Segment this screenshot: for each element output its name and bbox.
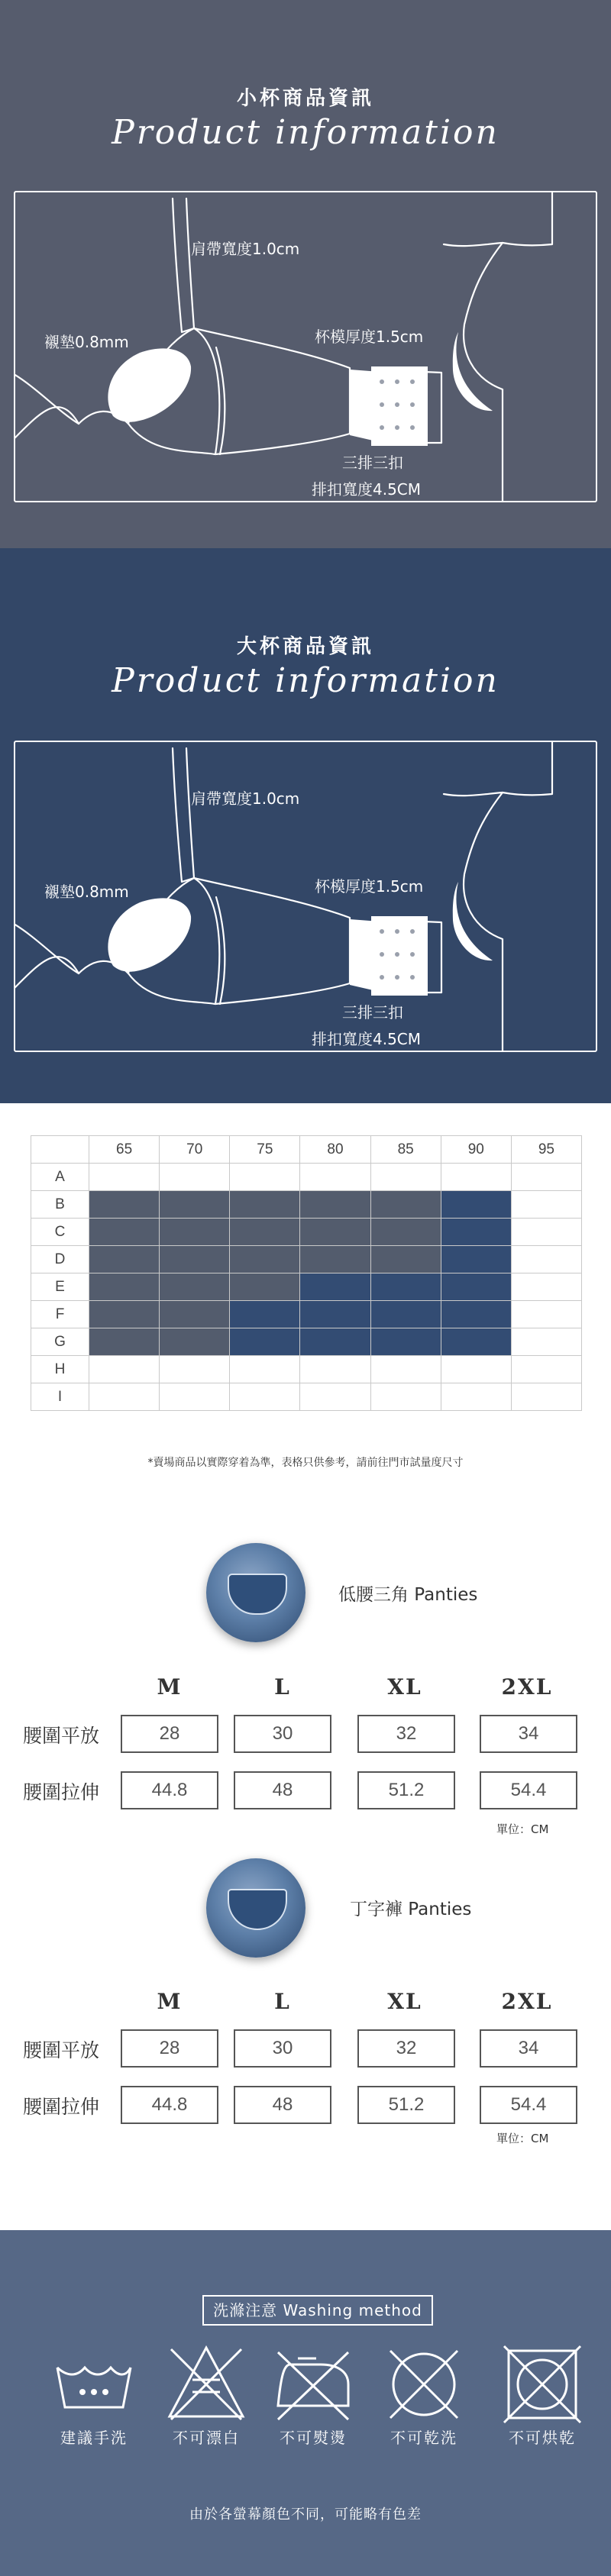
hook-width-label: 排扣寬度4.5CM bbox=[312, 480, 422, 499]
large-cup-info-section bbox=[0, 548, 611, 1103]
size-cell bbox=[89, 1356, 160, 1383]
no-tumble-dry-icon bbox=[496, 2337, 588, 2429]
thong-title: 丁字褲 Panties bbox=[350, 1900, 472, 1919]
size-cell bbox=[511, 1164, 581, 1191]
size-cell bbox=[511, 1356, 581, 1383]
size-cell bbox=[160, 1246, 230, 1273]
color-disclaimer: 由於各螢幕顏色不同，可能略有色差 bbox=[189, 2507, 422, 2523]
waist-flat-value: 28 bbox=[121, 1715, 218, 1753]
size-cell bbox=[511, 1383, 581, 1411]
unit-label: 單位：CM bbox=[496, 1822, 549, 1836]
size-cell bbox=[441, 1164, 511, 1191]
small-cup-title: 小杯商品資訊 bbox=[236, 87, 374, 110]
no-bleach-label: 不可漂白 bbox=[173, 2429, 240, 2447]
cup-label: B bbox=[31, 1191, 89, 1219]
cup-row-h bbox=[31, 1356, 582, 1383]
hook-width-label: 排扣寬度4.5CM bbox=[312, 1030, 422, 1048]
waist-flat-label: 腰圍平放 bbox=[23, 2039, 100, 2061]
size-cell bbox=[511, 1246, 581, 1273]
waist-stretch-value: 54.4 bbox=[480, 2086, 577, 2124]
size-cell bbox=[230, 1273, 300, 1301]
size-cell bbox=[511, 1219, 581, 1246]
size-cell bbox=[441, 1191, 511, 1219]
small-cup-script-title: Product information bbox=[112, 113, 499, 152]
size-cell bbox=[230, 1383, 300, 1411]
size-cell bbox=[160, 1328, 230, 1356]
washing-title: 洗滌注意 Washing method bbox=[202, 2295, 433, 2326]
cup-label: D bbox=[31, 1246, 89, 1273]
waist-stretch-value: 44.8 bbox=[121, 2086, 218, 2124]
hand-wash-label: 建議手洗 bbox=[60, 2429, 128, 2447]
hooks-label: 三排三扣 bbox=[342, 454, 403, 472]
size-cell bbox=[300, 1246, 370, 1273]
cup-label: E bbox=[31, 1273, 89, 1301]
unit-label: 單位：CM bbox=[496, 2132, 549, 2145]
size-cell bbox=[300, 1356, 370, 1383]
no-dry-clean-icon bbox=[378, 2337, 470, 2429]
waist-flat-value: 30 bbox=[234, 1715, 331, 1753]
size-cell bbox=[230, 1301, 300, 1328]
size-cell bbox=[230, 1356, 300, 1383]
no-iron-icon bbox=[267, 2337, 359, 2429]
waist-flat-value: 34 bbox=[480, 2029, 577, 2068]
band-thickness-label: 杯模厚度1.5cm bbox=[315, 877, 424, 896]
waist-stretch-value: 48 bbox=[234, 2086, 331, 2124]
cup-row-c bbox=[31, 1219, 582, 1246]
large-cup-bra-diagram bbox=[14, 741, 597, 1052]
waist-stretch-value: 54.4 bbox=[480, 1771, 577, 1809]
cup-row-b bbox=[31, 1191, 582, 1219]
corner-cell bbox=[31, 1136, 89, 1164]
size-cell bbox=[441, 1301, 511, 1328]
cup-label: A bbox=[31, 1164, 89, 1191]
pad-thickness-label: 襯墊0.8mm bbox=[44, 883, 129, 901]
side-curve-shape bbox=[451, 328, 496, 420]
waist-flat-value: 30 bbox=[234, 2029, 331, 2068]
band-header: 95 bbox=[511, 1136, 581, 1164]
size-cell bbox=[89, 1219, 160, 1246]
size-cell bbox=[511, 1273, 581, 1301]
size-cell bbox=[370, 1273, 441, 1301]
size-cell bbox=[441, 1219, 511, 1246]
cup-label: F bbox=[31, 1301, 89, 1328]
size-cell bbox=[370, 1164, 441, 1191]
size-cell bbox=[370, 1301, 441, 1328]
size-cell bbox=[300, 1191, 370, 1219]
waist-flat-value: 32 bbox=[357, 2029, 455, 2068]
size-cell bbox=[89, 1273, 160, 1301]
size-cell bbox=[89, 1383, 160, 1411]
band-header: 70 bbox=[160, 1136, 230, 1164]
no-bleach-icon bbox=[160, 2337, 252, 2429]
side-curve-shape bbox=[451, 878, 496, 970]
cup-row-e bbox=[31, 1273, 582, 1301]
size-cell bbox=[160, 1383, 230, 1411]
waist-stretch-value: 51.2 bbox=[357, 2086, 455, 2124]
size-cell bbox=[160, 1191, 230, 1219]
hooks-label: 三排三扣 bbox=[342, 1003, 403, 1022]
hand-wash-icon bbox=[48, 2337, 140, 2429]
briefs-title: 低腰三角 Panties bbox=[338, 1585, 478, 1605]
size-cell bbox=[160, 1273, 230, 1301]
size-cell bbox=[370, 1246, 441, 1273]
pad-thickness-label: 襯墊0.8mm bbox=[44, 333, 129, 351]
size-m-header: M bbox=[157, 1989, 183, 2014]
cup-row-d bbox=[31, 1246, 582, 1273]
size-cell bbox=[160, 1164, 230, 1191]
hook-eye-closure bbox=[350, 909, 441, 1000]
size-xl-header: XL bbox=[387, 1989, 422, 2014]
cup-label: H bbox=[31, 1356, 89, 1383]
size-xl-header: XL bbox=[387, 1674, 422, 1700]
size-cell bbox=[230, 1164, 300, 1191]
size-2xl-header: 2XL bbox=[501, 1989, 553, 2014]
size-cell bbox=[370, 1383, 441, 1411]
size-cell bbox=[370, 1356, 441, 1383]
bra-size-chart bbox=[31, 1135, 582, 1411]
band-header-row bbox=[31, 1136, 582, 1164]
cup-pad-shape bbox=[98, 893, 197, 977]
waist-flat-value: 28 bbox=[121, 2029, 218, 2068]
size-cell bbox=[89, 1301, 160, 1328]
waist-flat-value: 34 bbox=[480, 1715, 577, 1753]
no-iron-label: 不可熨燙 bbox=[280, 2429, 347, 2447]
size-cell bbox=[441, 1328, 511, 1356]
size-cell bbox=[230, 1328, 300, 1356]
size-cell bbox=[89, 1191, 160, 1219]
hook-eye-closure bbox=[350, 359, 441, 450]
cup-pad-shape bbox=[98, 344, 197, 428]
size-cell bbox=[160, 1356, 230, 1383]
size-cell bbox=[441, 1273, 511, 1301]
band-header: 80 bbox=[300, 1136, 370, 1164]
size-cell bbox=[230, 1191, 300, 1219]
size-cell bbox=[300, 1301, 370, 1328]
size-cell bbox=[370, 1328, 441, 1356]
band-header: 65 bbox=[89, 1136, 160, 1164]
size-cell bbox=[89, 1164, 160, 1191]
no-dry-clean-label: 不可乾洗 bbox=[390, 2429, 457, 2447]
cup-label: C bbox=[31, 1219, 89, 1246]
band-header: 90 bbox=[441, 1136, 511, 1164]
waist-stretch-label: 腰圍拉伸 bbox=[23, 2096, 100, 2118]
large-cup-script-title: Product information bbox=[112, 661, 499, 700]
waist-stretch-label: 腰圍拉伸 bbox=[23, 1781, 100, 1803]
waist-stretch-value: 44.8 bbox=[121, 1771, 218, 1809]
waist-flat-value: 32 bbox=[357, 1715, 455, 1753]
size-l-header: L bbox=[274, 1674, 291, 1700]
small-cup-bra-diagram bbox=[14, 191, 597, 502]
strap-width-label: 肩帶寬度1.0cm bbox=[191, 789, 300, 808]
size-l-header: L bbox=[274, 1989, 291, 2014]
strap-width-label: 肩帶寬度1.0cm bbox=[191, 240, 300, 258]
cup-row-i bbox=[31, 1383, 582, 1411]
band-thickness-label: 杯模厚度1.5cm bbox=[315, 328, 424, 346]
size-cell bbox=[89, 1246, 160, 1273]
size-cell bbox=[370, 1219, 441, 1246]
waist-flat-label: 腰圍平放 bbox=[23, 1725, 100, 1747]
size-cell bbox=[441, 1246, 511, 1273]
waist-stretch-value: 48 bbox=[234, 1771, 331, 1809]
size-cell bbox=[300, 1383, 370, 1411]
size-cell bbox=[511, 1328, 581, 1356]
size-cell bbox=[300, 1328, 370, 1356]
band-header: 75 bbox=[230, 1136, 300, 1164]
washing-method-section bbox=[0, 2230, 611, 2576]
size-chart-body bbox=[31, 1164, 582, 1411]
thong-product-image bbox=[206, 1858, 306, 1958]
size-2xl-header: 2XL bbox=[501, 1674, 553, 1700]
size-cell bbox=[300, 1273, 370, 1301]
size-cell bbox=[511, 1191, 581, 1219]
cup-label: I bbox=[31, 1383, 89, 1411]
size-cell bbox=[230, 1219, 300, 1246]
large-cup-title: 大杯商品資訊 bbox=[236, 635, 374, 658]
band-header: 85 bbox=[370, 1136, 441, 1164]
cup-label: G bbox=[31, 1328, 89, 1356]
cup-row-a bbox=[31, 1164, 582, 1191]
briefs-product-image bbox=[206, 1543, 306, 1642]
size-cell bbox=[300, 1219, 370, 1246]
waist-stretch-value: 51.2 bbox=[357, 1771, 455, 1809]
size-cell bbox=[160, 1219, 230, 1246]
size-cell bbox=[160, 1301, 230, 1328]
small-cup-info-section bbox=[0, 0, 611, 548]
no-tumble-dry-label: 不可烘乾 bbox=[509, 2429, 576, 2447]
size-cell bbox=[230, 1246, 300, 1273]
cup-row-g bbox=[31, 1328, 582, 1356]
size-cell bbox=[370, 1191, 441, 1219]
size-cell bbox=[511, 1301, 581, 1328]
size-cell bbox=[441, 1383, 511, 1411]
cup-row-f bbox=[31, 1301, 582, 1328]
size-cell bbox=[441, 1356, 511, 1383]
size-m-header: M bbox=[157, 1674, 183, 1700]
size-chart-note: *賣場商品以實際穿着為準，表格只供參考，請前往門市試量度尺寸 bbox=[147, 1457, 464, 1469]
size-cell bbox=[300, 1164, 370, 1191]
size-cell bbox=[89, 1328, 160, 1356]
